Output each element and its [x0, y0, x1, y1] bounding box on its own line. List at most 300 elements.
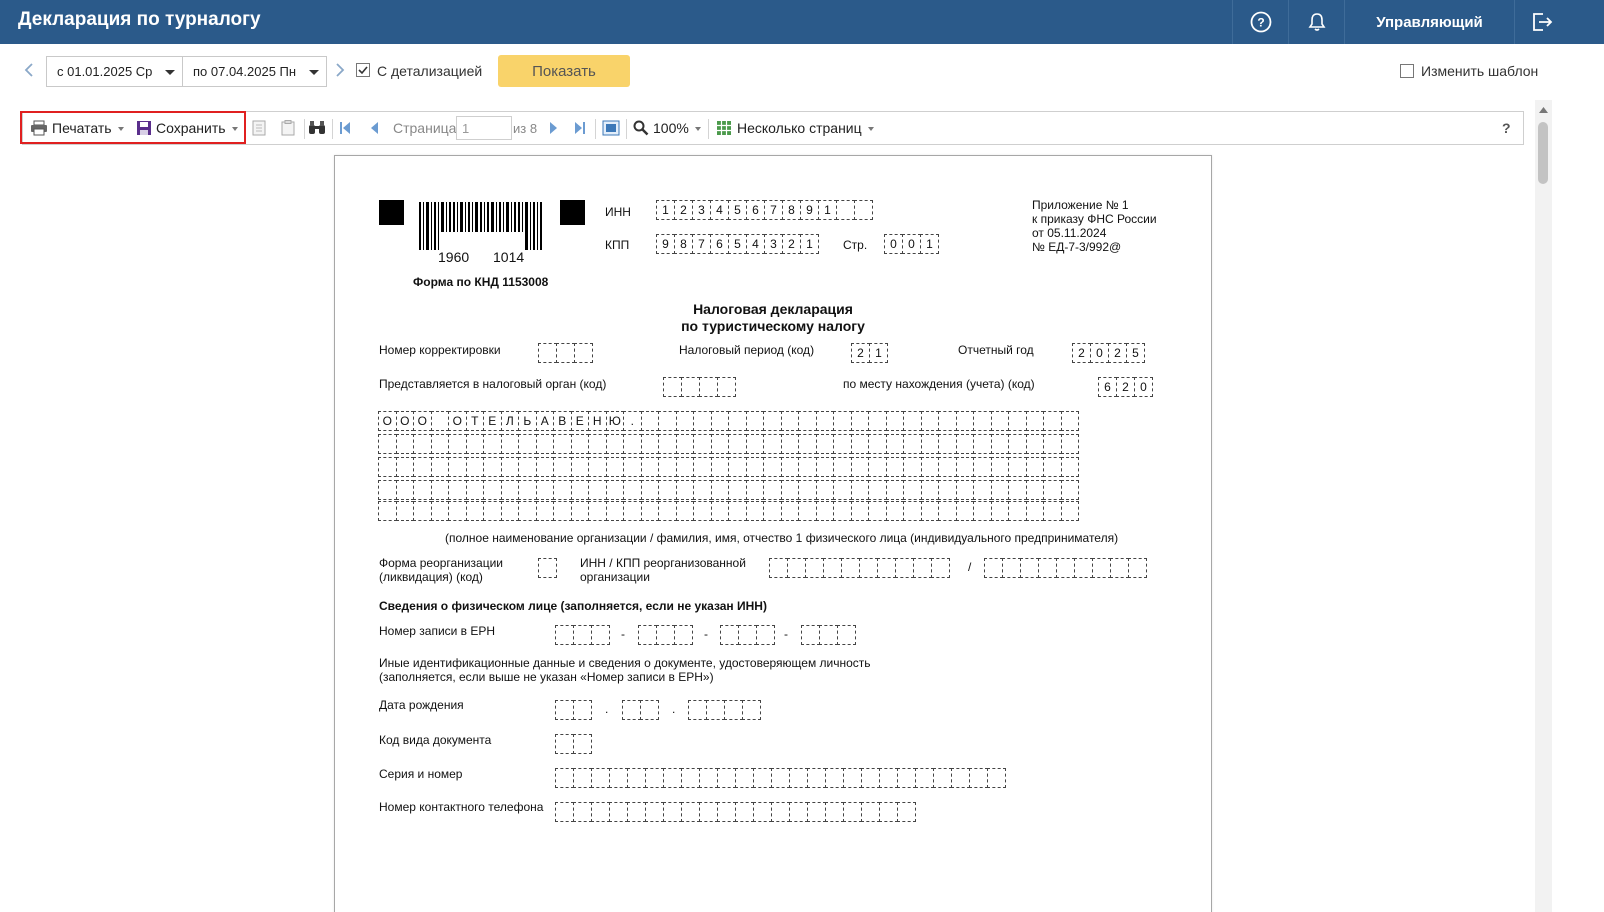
first-page-button[interactable] [339, 112, 351, 144]
form-cell [746, 480, 765, 500]
form-cell [1056, 558, 1075, 578]
form-cell [851, 434, 870, 454]
birth-dot: . [672, 702, 676, 716]
ern-dash: - [784, 627, 788, 641]
form-cell [693, 501, 712, 521]
form-cell [973, 411, 992, 431]
correction-label: Номер корректировки [379, 343, 501, 357]
form-cell [448, 434, 467, 454]
next-page-button[interactable] [548, 112, 558, 144]
print-label: Печатать [52, 120, 112, 136]
next-page-icon [548, 121, 558, 135]
appendix-line-2: к приказу ФНС России [1032, 212, 1157, 226]
form-cell: 2 [1108, 343, 1127, 363]
show-button[interactable]: Показать [498, 55, 630, 87]
name-row-5 [378, 501, 1078, 521]
form-cell [483, 480, 502, 500]
user-name: Управляющий [1376, 13, 1483, 31]
doc-type-label: Код вида документа [379, 733, 492, 747]
form-cell [823, 558, 842, 578]
birth-dot: . [605, 702, 609, 716]
multipage-select[interactable] [716, 112, 874, 144]
next-period-arrow[interactable] [335, 62, 345, 81]
ern-label: Номер записи в ЕРН [379, 624, 496, 638]
form-cell [688, 700, 707, 720]
form-cell [627, 802, 646, 822]
change-template-checkbox[interactable] [1400, 64, 1414, 78]
form-cell [518, 434, 537, 454]
form-cell [868, 457, 887, 477]
first-page-icon [339, 121, 351, 135]
period-label: Налоговый период (код) [679, 343, 815, 357]
form-cell [861, 768, 880, 788]
form-cell [573, 625, 592, 645]
form-cell [969, 768, 988, 788]
form-cell [1043, 434, 1062, 454]
zoom-value: 100% [653, 120, 689, 136]
form-cell [763, 480, 782, 500]
form-cell [798, 457, 817, 477]
zoom-select[interactable] [633, 112, 701, 144]
user-menu[interactable] [1344, 0, 1514, 44]
form-cell [588, 480, 607, 500]
form-cell: О [396, 411, 415, 431]
form-cell: 9 [656, 234, 675, 254]
page-number-input[interactable]: 1 [456, 116, 512, 140]
form-cell [843, 802, 862, 822]
toolbar-separator [332, 119, 333, 139]
form-cell [591, 768, 610, 788]
form-cell [801, 625, 820, 645]
form-cell [536, 457, 555, 477]
toolbar-separator [304, 119, 305, 139]
form-cell: 0 [1090, 343, 1109, 363]
scroll-up-icon [1539, 107, 1548, 113]
form-cell [588, 457, 607, 477]
form-cell [807, 802, 826, 822]
alignment-marker [560, 200, 585, 225]
vertical-scrollbar[interactable] [1535, 100, 1552, 912]
form-cell [921, 480, 940, 500]
date-to-value: по 07.04.2025 Пн [193, 64, 297, 79]
form-cell [735, 768, 754, 788]
view-mode-button[interactable] [602, 112, 620, 144]
form-cell [763, 411, 782, 431]
appendix-line-1: Приложение № 1 [1032, 198, 1129, 212]
ern-cells-1 [555, 625, 609, 645]
inn-label: ИНН [605, 205, 631, 219]
form-cell: О [413, 411, 432, 431]
form-cell [753, 802, 772, 822]
form-cell [833, 457, 852, 477]
form-cell [903, 434, 922, 454]
form-cell [921, 457, 940, 477]
name-row-2 [378, 434, 1078, 454]
form-cell [819, 625, 838, 645]
reorg-inn-label-2: организации [580, 570, 650, 584]
form-cell [798, 434, 817, 454]
form-cell [1043, 501, 1062, 521]
form-cell [746, 434, 765, 454]
form-cell [807, 768, 826, 788]
form-cell [396, 457, 415, 477]
form-cell [638, 625, 657, 645]
reorg-cells [538, 558, 556, 578]
form-cell: . [623, 411, 642, 431]
form-cell [763, 457, 782, 477]
form-cell [645, 768, 664, 788]
form-cell [538, 558, 557, 578]
form-cell: Е [571, 411, 590, 431]
page-label: Страница [393, 120, 457, 136]
form-cell: 4 [746, 234, 765, 254]
form-cell [816, 501, 835, 521]
form-cell [571, 457, 590, 477]
prev-period-arrow[interactable] [24, 62, 34, 81]
form-cell [987, 768, 1006, 788]
form-cell [555, 802, 574, 822]
form-cell [781, 411, 800, 431]
form-cell: Ю [606, 411, 625, 431]
other-id-line-1: Иные идентификационные данные и сведения о документе, удостоверяющем личность [379, 656, 871, 670]
form-cell [396, 480, 415, 500]
form-cell [501, 501, 520, 521]
form-cell [573, 802, 592, 822]
date-to-select[interactable] [182, 56, 327, 87]
form-cell [903, 480, 922, 500]
form-cell: О [448, 411, 467, 431]
last-page-icon [574, 121, 586, 135]
form-cell [938, 411, 957, 431]
question-circle-icon [1250, 11, 1272, 33]
prev-page-icon [370, 121, 380, 135]
form-cell: 0 [1134, 377, 1153, 397]
document-map-button[interactable] [251, 112, 267, 144]
form-cell [555, 625, 574, 645]
reorg-inn-label-1: ИНН / КПП реорганизованной [580, 556, 746, 570]
doc-type-cells [555, 734, 591, 754]
form-cell [897, 802, 916, 822]
form-cell: А [536, 411, 555, 431]
form-cell: 2 [851, 343, 870, 363]
form-cell [833, 434, 852, 454]
binoculars-icon [308, 120, 326, 136]
chevron-right-icon [335, 62, 345, 78]
form-cell [956, 434, 975, 454]
form-cell: 8 [782, 200, 801, 220]
form-cell [641, 457, 660, 477]
name-row-3 [378, 457, 1078, 477]
form-cell [641, 501, 660, 521]
form-cell [448, 501, 467, 521]
form-cell [763, 501, 782, 521]
form-cell [903, 457, 922, 477]
form-cell [825, 802, 844, 822]
other-id-line-2: (заполняется, если выше не указан «Номер записи в ЕРН») [379, 670, 714, 684]
form-cell [711, 457, 730, 477]
form-cell [1061, 434, 1080, 454]
form-cell [915, 768, 934, 788]
form-cell [781, 457, 800, 477]
form-cell [573, 734, 592, 754]
form-cell: 3 [692, 200, 711, 220]
form-cell [1026, 434, 1045, 454]
form-cell [658, 501, 677, 521]
form-cell [413, 501, 432, 521]
reorg-slash: / [968, 560, 972, 574]
form-cell [973, 434, 992, 454]
barcode-image [419, 202, 544, 250]
reorg-label-2: (ликвидация) (код) [379, 570, 483, 584]
page-title: Декларация по турналогу [18, 9, 261, 30]
form-cell [573, 768, 592, 788]
form-cell [742, 700, 761, 720]
document-icon [251, 120, 267, 136]
form-cell [699, 768, 718, 788]
form-cell [789, 802, 808, 822]
series-label: Серия и номер [379, 767, 463, 781]
form-cell [854, 200, 873, 220]
form-cell [396, 501, 415, 521]
toolbar-separator [708, 119, 709, 139]
form-cell [573, 700, 592, 720]
logout-button[interactable] [1514, 0, 1568, 44]
prev-page-button[interactable] [370, 112, 380, 144]
form-cell: 2 [1072, 343, 1091, 363]
form-cell [771, 802, 790, 822]
form-cell: 7 [692, 234, 711, 254]
form-cell [627, 768, 646, 788]
form-cell [903, 411, 922, 431]
form-cell [571, 501, 590, 521]
location-cells [1098, 377, 1152, 397]
detail-checkbox[interactable] [356, 63, 370, 77]
notifications-button[interactable] [1288, 0, 1344, 44]
form-cell: 4 [710, 200, 729, 220]
correction-cells [538, 343, 592, 363]
form-cell [623, 434, 642, 454]
form-cell [798, 480, 817, 500]
form-cell [1002, 558, 1021, 578]
form-cell [861, 802, 880, 822]
series-cells [555, 768, 1005, 788]
form-cell: 2 [782, 234, 801, 254]
form-cell [973, 501, 992, 521]
last-page-button[interactable] [574, 112, 586, 144]
form-cell [431, 434, 450, 454]
form-cell [836, 200, 855, 220]
form-cell [895, 558, 914, 578]
form-cell [1008, 501, 1027, 521]
kpp-label: КПП [605, 238, 630, 252]
form-cell [1110, 558, 1129, 578]
ern-cells-3 [720, 625, 774, 645]
form-cell [1061, 457, 1080, 477]
form-cell [431, 457, 450, 477]
form-cell [956, 501, 975, 521]
form-cell [931, 558, 950, 578]
form-cell [859, 558, 878, 578]
form-cell [1043, 480, 1062, 500]
form-cell [816, 411, 835, 431]
clipboard-icon [280, 120, 296, 136]
name-row-4 [378, 480, 1078, 500]
form-cell [623, 480, 642, 500]
form-cell: 3 [764, 234, 783, 254]
form-cell [781, 480, 800, 500]
form-cell [933, 768, 952, 788]
form-cell [1008, 480, 1027, 500]
form-cell [538, 343, 557, 363]
form-cell [886, 501, 905, 521]
authority-cells [663, 377, 735, 397]
form-cell [1074, 558, 1093, 578]
form-knd: Форма по КНД 1153008 [413, 275, 549, 289]
birth-day-cells [555, 700, 591, 720]
form-cell [676, 411, 695, 431]
logout-icon [1531, 11, 1553, 33]
form-cell: 5 [728, 200, 747, 220]
form-cell [606, 434, 625, 454]
form-cell [658, 434, 677, 454]
help-button[interactable] [1232, 0, 1288, 44]
svg-text:?: ? [1256, 15, 1265, 30]
form-cell: 2 [1116, 377, 1135, 397]
form-cell [833, 480, 852, 500]
report-toolbar [22, 111, 1524, 145]
form-cell [738, 625, 757, 645]
form-cell [378, 480, 397, 500]
form-cell [886, 434, 905, 454]
location-label: по месту нахождения (учета) (код) [843, 377, 1035, 391]
form-cell [991, 457, 1010, 477]
form-cell [553, 501, 572, 521]
form-cell [466, 480, 485, 500]
form-cell [378, 457, 397, 477]
form-cell [518, 480, 537, 500]
ern-cells-4 [801, 625, 855, 645]
phone-cells [555, 802, 915, 822]
inn-cells [656, 200, 872, 220]
form-cell [1026, 411, 1045, 431]
form-cell [720, 625, 739, 645]
form-cell [413, 457, 432, 477]
form-cell [693, 480, 712, 500]
toolbar-separator [595, 119, 596, 139]
scrollbar-thumb[interactable] [1538, 122, 1548, 184]
form-cell [879, 768, 898, 788]
form-cell [886, 411, 905, 431]
form-cell [588, 434, 607, 454]
form-cell [536, 501, 555, 521]
form-cell [431, 501, 450, 521]
form-cell [771, 768, 790, 788]
reorg-inn-cells [769, 558, 949, 578]
page-total: из 8 [513, 120, 538, 136]
birth-month-cells [622, 700, 658, 720]
form-cell [466, 501, 485, 521]
form-cell [645, 802, 664, 822]
form-cell [676, 501, 695, 521]
declaration-subtitle: по туристическому налогу [681, 318, 865, 334]
parameters-button[interactable] [280, 112, 296, 144]
form-cell [606, 457, 625, 477]
form-cell [431, 411, 450, 431]
form-cell: Н [588, 411, 607, 431]
appendix-line-3: от 05.11.2024 [1032, 226, 1107, 240]
form-cell [1008, 457, 1027, 477]
form-cell [609, 768, 628, 788]
form-cell [746, 411, 765, 431]
form-cell [886, 457, 905, 477]
form-cell [798, 501, 817, 521]
toolbar-help-button[interactable]: ? [1502, 120, 1511, 136]
form-cell [711, 480, 730, 500]
form-cell [746, 457, 765, 477]
form-cell [1008, 434, 1027, 454]
appendix-line-4: № ЕД-7-3/992@ [1032, 240, 1122, 254]
bell-icon [1308, 12, 1326, 32]
form-cell [717, 768, 736, 788]
form-cell [641, 411, 660, 431]
form-cell [1092, 558, 1111, 578]
date-from-select[interactable] [46, 56, 183, 87]
form-cell: 6 [710, 234, 729, 254]
form-cell [656, 625, 675, 645]
form-cell [728, 480, 747, 500]
form-cell [676, 457, 695, 477]
form-cell [1061, 480, 1080, 500]
multipage-label: Несколько страниц [737, 120, 862, 136]
form-cell [877, 558, 896, 578]
form-cell [938, 434, 957, 454]
declaration-page [334, 155, 1212, 912]
form-cell [781, 434, 800, 454]
form-cell [483, 434, 502, 454]
barcode-number-right: 1014 [493, 249, 525, 265]
form-cell [1061, 411, 1080, 431]
form-cell [663, 802, 682, 822]
form-cell [553, 480, 572, 500]
form-cell [816, 457, 835, 477]
form-cell [640, 700, 659, 720]
declaration-title: Налоговая декларация [693, 301, 853, 317]
ern-dash: - [621, 627, 625, 641]
form-cell [699, 802, 718, 822]
magnifier-icon [633, 120, 649, 136]
form-cell [641, 480, 660, 500]
form-cell: 0 [902, 234, 921, 254]
form-cell [886, 480, 905, 500]
form-cell [843, 768, 862, 788]
form-cell [466, 434, 485, 454]
form-cell: 5 [728, 234, 747, 254]
find-button[interactable] [308, 112, 326, 144]
form-cell [868, 480, 887, 500]
form-cell [956, 457, 975, 477]
form-cell [938, 480, 957, 500]
toolbar-separator [626, 119, 627, 139]
form-cell [868, 501, 887, 521]
form-cell [1026, 480, 1045, 500]
form-cell [658, 457, 677, 477]
form-cell [623, 501, 642, 521]
form-cell [984, 558, 1003, 578]
form-cell [536, 434, 555, 454]
form-cell: Ь [518, 411, 537, 431]
form-cell [728, 411, 747, 431]
form-cell: 1 [818, 200, 837, 220]
